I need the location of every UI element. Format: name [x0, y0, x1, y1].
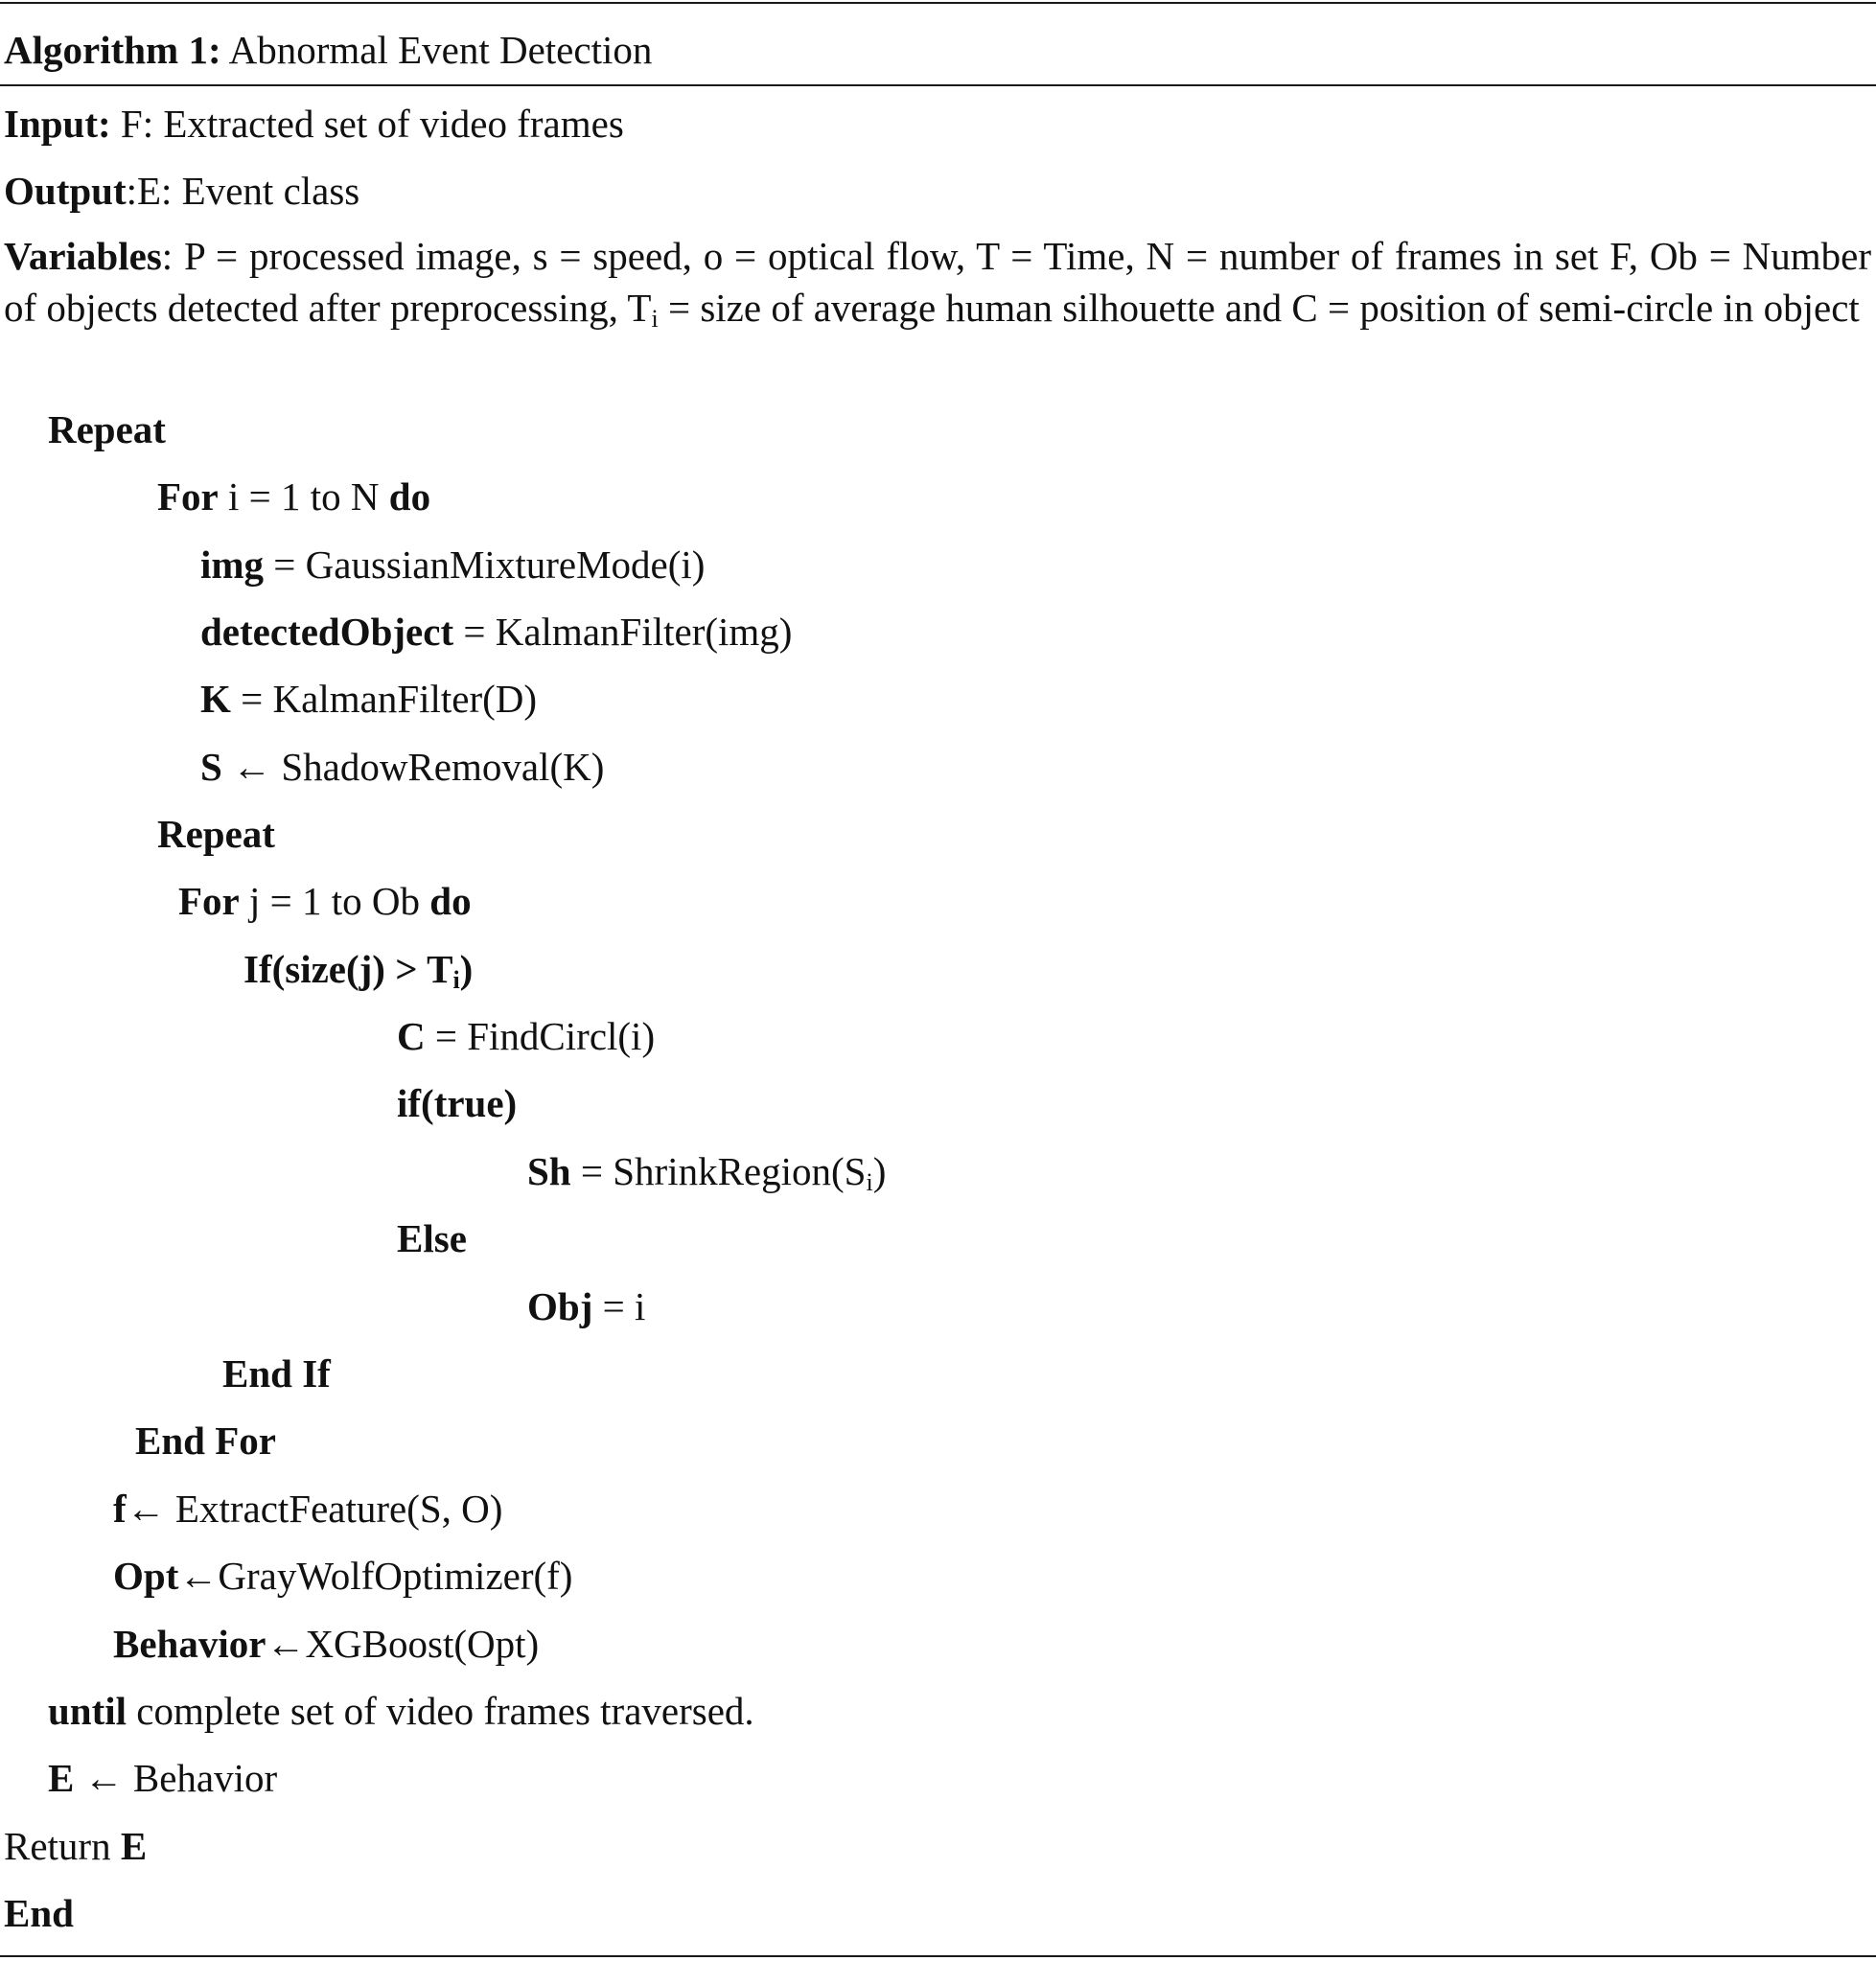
e-assign-line	[48, 1752, 277, 1804]
if-size-close: )	[459, 947, 474, 991]
return-text: Return	[4, 1824, 121, 1868]
output-text: :E: Event class	[126, 169, 360, 213]
c-var: C	[397, 1014, 426, 1058]
input-text: F: Extracted set of video frames	[110, 102, 624, 146]
opt-expr: ←GrayWolfOptimizer(f)	[178, 1554, 573, 1598]
c-line	[397, 1010, 655, 1062]
e-expr: ← Behavior	[74, 1756, 278, 1800]
behavior-expr: ←XGBoost(Opt)	[266, 1622, 540, 1666]
behavior-line	[113, 1618, 539, 1670]
for-j-keyword: For	[178, 879, 240, 923]
sh-var: Sh	[527, 1149, 571, 1193]
obj-expr: = i	[592, 1284, 646, 1328]
until-keyword: until	[48, 1689, 127, 1733]
obj-line	[527, 1280, 645, 1332]
f-expr: ← ExtractFeature(S, O)	[126, 1487, 503, 1531]
f-var: f	[113, 1487, 127, 1531]
obj-var: Obj	[527, 1284, 593, 1328]
for-j-line	[178, 875, 472, 927]
if-size-cond: If(size(j) > T	[243, 947, 453, 991]
for-j-range: j = 1 to Ob	[239, 879, 430, 923]
end-line: End	[4, 1891, 74, 1935]
for-i-line	[157, 471, 430, 522]
if-size-subscript: i	[452, 966, 460, 994]
if-true-line: if(true)	[397, 1081, 518, 1125]
k-line	[200, 673, 537, 725]
detected-object-var: detectedObject	[200, 610, 454, 654]
variables-text-1: : P = processed image, s = speed, o = optical flow, T = Time, N = number of frames in set F, Ob = Number of objects detected after preprocessing, T	[4, 234, 1871, 330]
variables-text-2: = size of average human silhouette and C = position of semi-circle in object	[658, 286, 1860, 330]
input-line	[4, 98, 624, 150]
end-for-line: End For	[135, 1419, 276, 1463]
s-var: S	[200, 745, 222, 789]
do-keyword: do	[388, 474, 431, 519]
sh-close: )	[872, 1149, 887, 1193]
if-size-line	[243, 943, 473, 995]
output-line	[4, 165, 359, 217]
do-j-keyword: do	[429, 879, 472, 923]
variables-block	[4, 230, 1871, 334]
s-expr: ← ShadowRemoval(K)	[221, 745, 605, 789]
repeat-outer: Repeat	[48, 407, 166, 451]
c-expr: = FindCircl(i)	[425, 1014, 656, 1058]
for-i-range: i = 1 to N	[218, 474, 389, 519]
algorithm-label: Algorithm 1:	[4, 28, 221, 72]
img-expr: = GaussianMixtureMode(i)	[264, 542, 706, 587]
top-rule	[0, 2, 1876, 4]
sh-expr: = ShrinkRegion(S	[570, 1149, 867, 1193]
algorithm-title: Abnormal Event Detection	[228, 28, 653, 72]
for-keyword: For	[157, 474, 219, 519]
output-label: Output	[4, 169, 127, 213]
input-label: Input:	[4, 102, 111, 146]
img-line	[200, 539, 705, 590]
detected-object-expr: = KalmanFilter(img)	[453, 610, 793, 654]
img-var: img	[200, 542, 265, 587]
variables-label: Variables	[4, 234, 162, 278]
end-if-line: End If	[222, 1351, 331, 1396]
return-var: E	[120, 1824, 148, 1868]
e-var: E	[48, 1756, 75, 1800]
algorithm-header	[4, 24, 652, 76]
opt-var: Opt	[113, 1554, 179, 1598]
extract-feature-line	[113, 1483, 502, 1534]
sh-line	[527, 1145, 886, 1197]
else-line: Else	[397, 1216, 467, 1260]
k-var: K	[200, 677, 231, 721]
return-line	[4, 1820, 147, 1872]
variables-subscript: i	[651, 305, 659, 333]
detected-object-line	[200, 606, 792, 658]
behavior-var: Behavior	[113, 1622, 266, 1666]
bottom-rule	[0, 1955, 1876, 1957]
header-rule	[0, 84, 1876, 86]
until-line	[48, 1685, 754, 1737]
until-text: complete set of video frames traversed.	[127, 1689, 754, 1733]
sh-subscript: i	[866, 1168, 873, 1196]
s-line	[200, 741, 604, 793]
k-expr: = KalmanFilter(D)	[230, 677, 538, 721]
optimizer-line	[113, 1550, 572, 1602]
repeat-inner: Repeat	[157, 812, 275, 856]
